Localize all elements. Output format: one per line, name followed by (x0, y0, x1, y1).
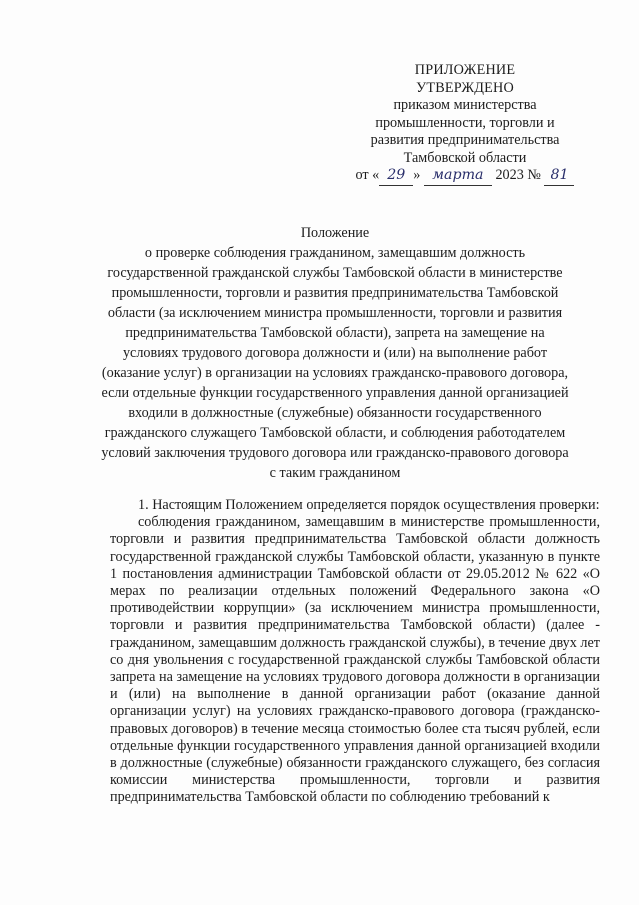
paragraph-1: 1. Настоящим Положением определяется порядок осуществления проверки: (138, 497, 600, 513)
title-line: входили в должностные (служебные) обязанности государственного (128, 405, 542, 421)
title-line: области (за исключением министра промышленности, торговли и развития (107, 305, 563, 321)
ministry-line-2: развития предпринимательства (370, 132, 560, 148)
title-line: предпринимательства Тамбовской области), запрета на замещение на (125, 325, 545, 341)
handwritten-order-number: 81 (544, 167, 574, 186)
date-year: 2023 № (495, 167, 541, 183)
handwritten-day: 29 (379, 167, 413, 186)
title-line: с таким гражданином (269, 465, 401, 481)
appendix-label: ПРИЛОЖЕНИЕ (414, 62, 516, 78)
order-date-line (330, 167, 600, 186)
title-line: промышленности, торговли и развития предпринимательства Тамбовской (111, 285, 559, 301)
regulation-title (70, 223, 600, 483)
region-line: Тамбовской области (403, 149, 527, 166)
handwritten-month: марта (424, 167, 492, 186)
title-line: если отдельные функции государственного управления данной организацией (101, 385, 569, 401)
title-line: государственной гражданской службы Тамбовской области в министерстве (107, 265, 563, 281)
document-body (110, 497, 600, 807)
approved-label: УТВЕРЖДЕНО (416, 79, 514, 96)
date-mid: » (413, 167, 421, 183)
order-line: приказом министерства (393, 97, 537, 113)
title-line: условий заключения трудового договора или гражданско-правового договора (101, 445, 569, 461)
ministry-line-1: промышленности, торговли и (375, 114, 555, 131)
title-line: гражданского служащего Тамбовской области, и соблюдения работодателем (104, 425, 566, 441)
approval-header (330, 62, 600, 186)
title-line: о проверке соблюдения гражданином, замещавшим должность (144, 245, 526, 261)
paragraph-2: соблюдения гражданином, замещавшим в министерстве промышленности, торговли и развития предпринимательства Тамбовской области должность государственной гражданской службы Тамбовской области, указанную в пункте 1 постановления администрации Тамбовской области от 29.05.2012 № 622 «О мерах по реализации отдельных положений Федерального закона «О противодействии коррупции» (за исключением министра промышленности, торговли и развития предпринимательства Тамбовской области) (далее - гражданином, замещавшим должность гражданской службы), в течение двух лет со дня увольнения с государственной гражданской службы Тамбовской области запрета на замещение на условиях трудового договора должности в организации и (или) на выполнение в данной организации работ (оказание данной организации услуг) на условиях гражданско-правового договора (гражданско-правовых договоров) в течение месяца стоимостью более ста тысяч рублей, если отдельные функции государственного управления данной организацией входили в должностные (служебные) обязанности гражданского служащего, без согласия комиссии министерства промышленности, торговли и развития предпринимательства Тамбовской области по соблюдению требований к (110, 514, 601, 806)
title-line: условиях трудового договора должности и (или) на выполнение работ (122, 345, 548, 361)
title-line: (оказание услуг) в организации на условиях гражданско-правового договора, (101, 365, 569, 381)
date-prefix: от « (355, 167, 380, 183)
title-heading: Положение (300, 225, 370, 241)
